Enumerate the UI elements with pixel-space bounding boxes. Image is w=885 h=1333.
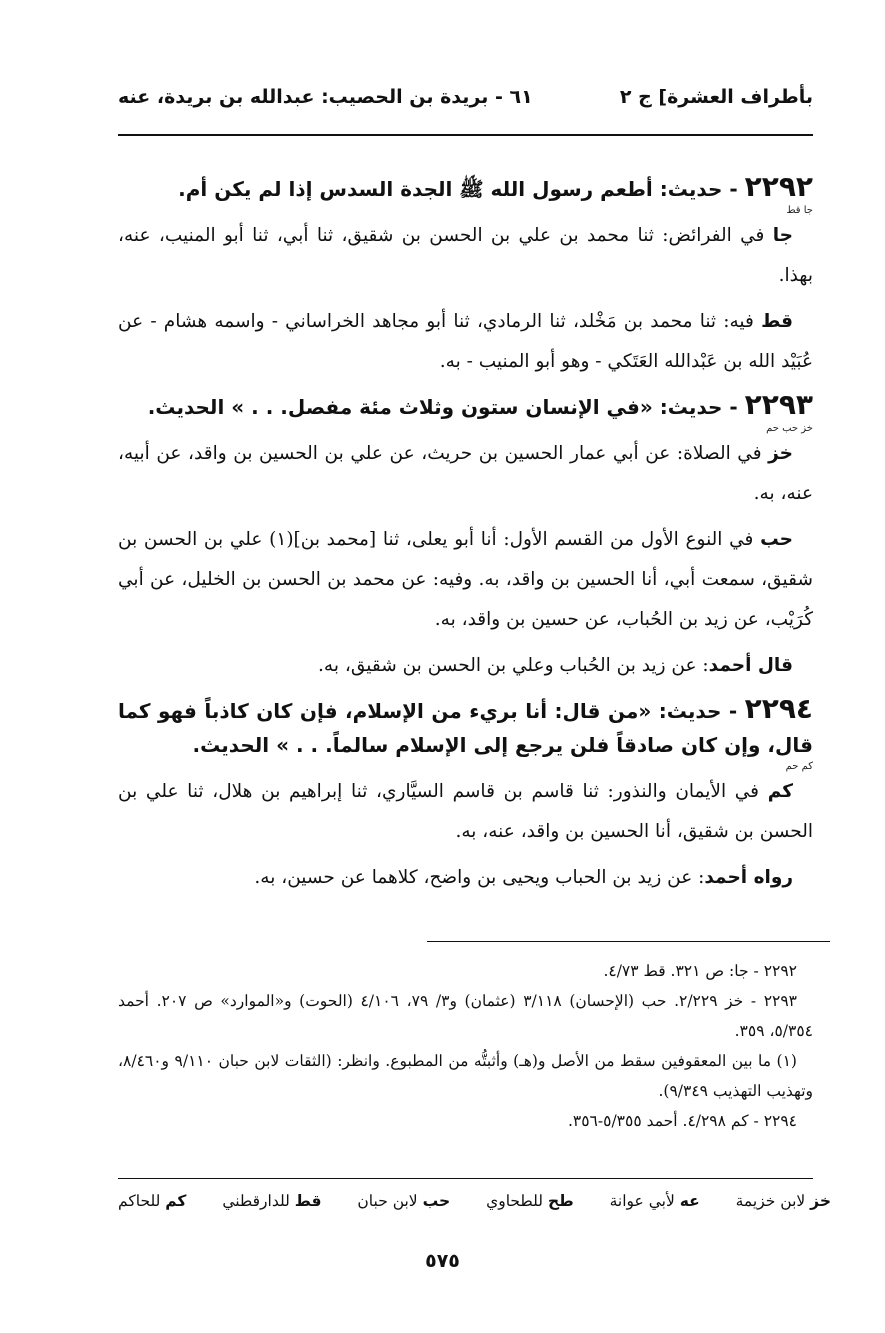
source-sigla: كم حم bbox=[785, 761, 813, 772]
hadith-entry bbox=[118, 170, 813, 382]
footnotes bbox=[118, 956, 813, 1136]
hadith-entry bbox=[118, 388, 813, 686]
source-paragraph bbox=[118, 520, 813, 640]
source-abbr: كم bbox=[767, 781, 793, 802]
source-paragraph bbox=[118, 646, 813, 686]
hadith-number: ٢٢٩٤ bbox=[744, 692, 814, 725]
source-abbr: حب bbox=[760, 529, 794, 550]
legend-item: عه لأبي عوانة bbox=[609, 1192, 700, 1210]
source-text: فيه: ثنا محمد بن مَخْلد، ثنا الرمادي، ثنا أبو مجاهد الخراساني - واسمه هشام - عن عُبَيْد الله بن عَبْدالله العَتَكي - وهو أبو المنيب - به. bbox=[118, 311, 813, 372]
legend-item: خز لابن خزيمة bbox=[735, 1192, 831, 1210]
source-text: : عن زيد بن الحُباب وعلي بن الحسن بن شقيق، به. bbox=[318, 655, 709, 676]
source-abbr: جا bbox=[772, 225, 793, 246]
source-paragraph bbox=[118, 772, 813, 852]
hadith-title bbox=[118, 692, 813, 762]
hadith-text: - حديث: أطعم رسول الله ﷺ الجدة السدس إذا لم يكن أم. bbox=[178, 177, 738, 201]
source-paragraph bbox=[118, 302, 813, 382]
running-header bbox=[118, 86, 813, 108]
hadith-title bbox=[118, 170, 813, 206]
legend-rule bbox=[118, 1178, 813, 1179]
source-paragraph bbox=[118, 216, 813, 296]
legend-item: طح للطحاوي bbox=[486, 1192, 574, 1210]
abbreviation-legend bbox=[118, 1192, 831, 1210]
header-rule bbox=[118, 134, 813, 136]
footnote: ٢٢٩٤ - كم ٤/٢٩٨. أحمد ٥/٣٥٥-٣٥٦. bbox=[567, 1112, 797, 1130]
header-book-title: بأطراف العشرة] ج ٢ bbox=[619, 86, 813, 108]
hadith-number: ٢٢٩٢ bbox=[744, 170, 813, 203]
source-abbr: رواه أحمد bbox=[704, 867, 793, 888]
source-paragraph bbox=[118, 858, 813, 898]
source-paragraph bbox=[118, 434, 813, 514]
source-abbr: قال أحمد bbox=[708, 655, 793, 676]
legend-item: حب لابن حبان bbox=[357, 1192, 451, 1210]
page-number: ٥٧٥ bbox=[425, 1250, 460, 1272]
source-text: في الصلاة: عن أبي عمار الحسين بن حريث، عن علي بن الحسين بن واقد، عن أبيه، عنه، به. bbox=[118, 443, 813, 504]
footnote: ٢٢٩٢ - جا: ص ٣٢١. قط ٤/٧٣. bbox=[603, 962, 797, 980]
source-text: : عن زيد بن الحباب ويحيى بن واضح، كلاهما عن حسين، به. bbox=[254, 867, 705, 888]
source-text: في الفرائض: ثنا محمد بن علي بن الحسن بن شقيق، ثنا أبي، ثنا أبو المنيب، عنه، بهذا. bbox=[118, 225, 813, 286]
hadith-number: ٢٢٩٣ bbox=[744, 388, 813, 421]
source-sigla: خز حب حم bbox=[766, 423, 813, 434]
source-abbr: خز bbox=[768, 443, 793, 464]
legend-item: قط للدارقطني bbox=[222, 1192, 322, 1210]
hadith-entry bbox=[118, 692, 813, 898]
source-text: في النوع الأول من القسم الأول: أنا أبو يعلى، ثنا [محمد بن](١) علي بن الحسن بن شقيق، سمعت أبي، أنا الحسين بن واقد، به. وفيه: عن محمد بن الحسن بن الخليل، عن أبي كُرَيْب، عن زيد بن الحُباب، عن حسين بن واقد، به. bbox=[118, 529, 813, 630]
header-section-title: ٦١ - بريدة بن الحصيب: عبدالله بن بريدة، عنه bbox=[118, 86, 533, 108]
hadith-text: - حديث: «في الإنسان ستون وثلاث مئة مفصل. . . » الحديث. bbox=[147, 395, 738, 419]
source-sigla: جا قط bbox=[786, 205, 813, 216]
footnote: ٢٢٩٣ - خز ٢/٢٢٩. حب (الإحسان) ٣/١١٨ (عثمان) و٣/ ٧٩، ٤/١٠٦ (الحوت) و«الموارد» ص ٢٠٧. أحمد ٥/٣٥٤، ٣٥٩. bbox=[118, 992, 813, 1040]
main-text bbox=[118, 170, 813, 904]
footnote-rule bbox=[427, 941, 830, 942]
hadith-text: - حديث: «من قال: أنا بريء من الإسلام، فإن كان كاذباً فهو كما قال، وإن كان صادقاً فلن يرجع إلى الإسلام سالماً. . . » الحديث. bbox=[118, 699, 813, 757]
legend-item: كم للحاكم bbox=[118, 1192, 187, 1210]
hadith-title bbox=[118, 388, 813, 424]
footnote: (١) ما بين المعقوفين سقط من الأصل و(هـ) وأثبتُّه من المطبوع. وانظر: (الثقات لابن حبان ٩/١١٠ و٨/٤٦٠، وتهذيب التهذيب ٩/٣٤٩). bbox=[118, 1052, 813, 1100]
source-abbr: قط bbox=[761, 311, 793, 332]
source-text: في الأيمان والنذور: ثنا قاسم بن قاسم السيَّاري، ثنا إبراهيم بن هلال، ثنا علي بن الحسن بن شقيق، أنا الحسين بن واقد، عنه، به. bbox=[118, 781, 813, 842]
